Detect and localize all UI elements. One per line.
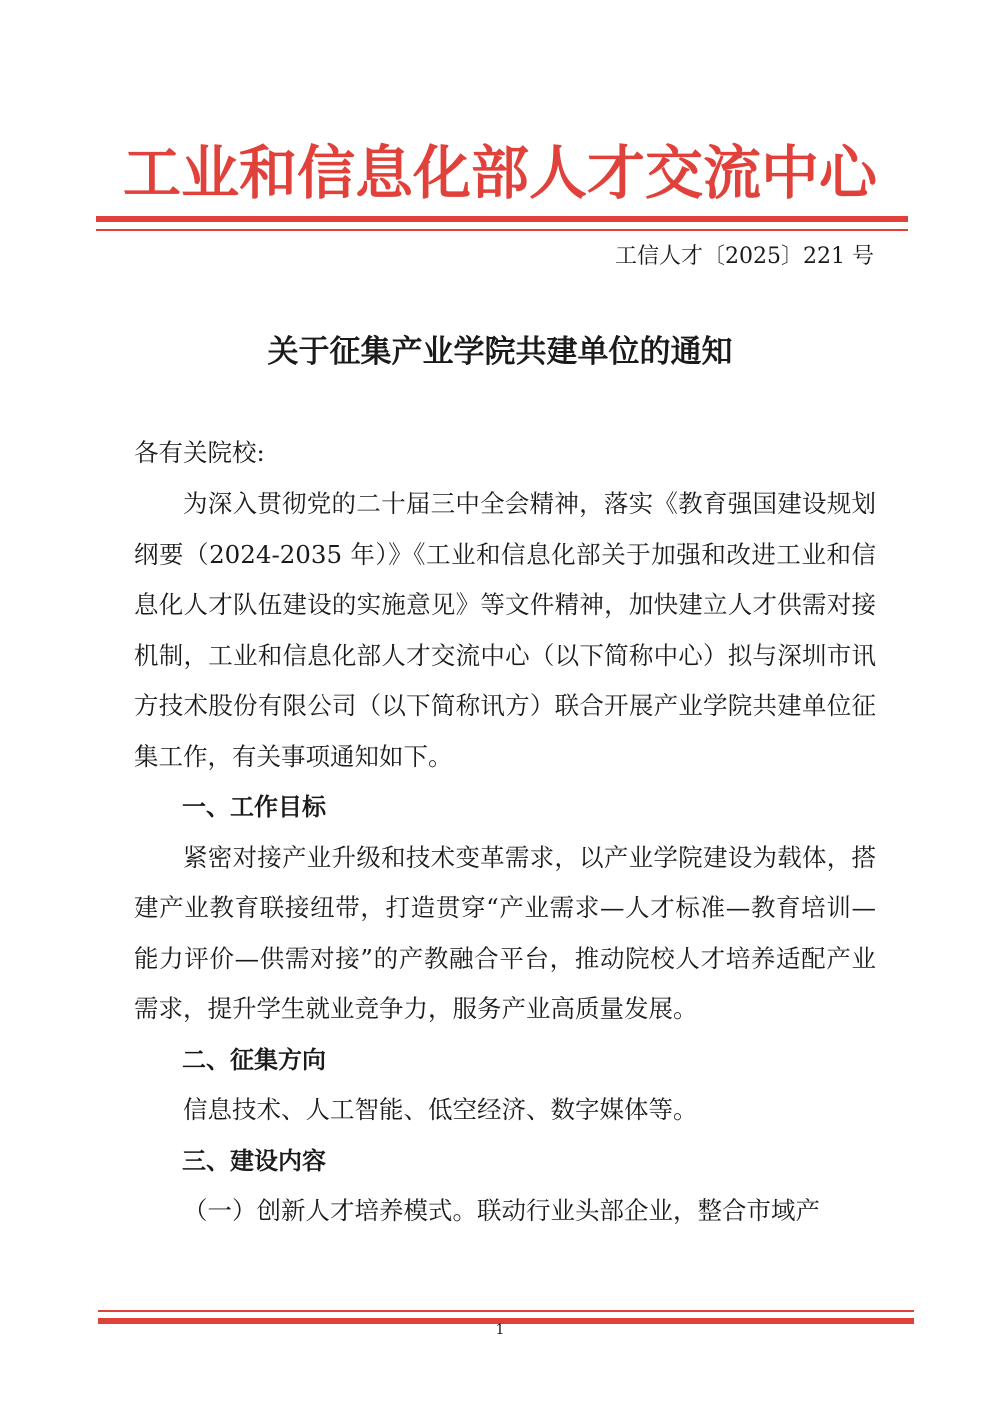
header-org-title: 工业和信息化部人才交流中心	[122, 139, 877, 207]
document-body	[134, 479, 876, 1237]
section-heading-directions: 二、征集方向	[182, 1045, 326, 1074]
page-number: 1	[495, 1322, 505, 1338]
document-title: 关于征集产业学院共建单位的通知	[267, 334, 733, 370]
intro-paragraph: 为深入贯彻党的二十届三中全会精神，落实《教育强国建设规划纲要（2024-2035 年）》《工业和信息化部关于加强和改进工业和信息化人才队伍建设的实施意见》等文件精神，加快建立人才供需对接机制，工业和信息化部人才交流中心（以下简称中心）拟与深圳市讯方技术股份有限公司（以下简称讯方）联合开展产业学院共建单位征集工作，有关事项通知如下。	[134, 489, 876, 771]
header-rule-thick	[96, 216, 908, 222]
section-text-directions: 信息技术、人工智能、低空经济、数字媒体等。	[183, 1095, 698, 1124]
header-rule-thin	[96, 229, 908, 231]
section-heading-goals: 一、工作目标	[182, 793, 326, 821]
document-number: 工信人才〔2025〕221 号	[615, 244, 874, 269]
section-heading-construction: 三、建设内容	[182, 1146, 326, 1175]
footer-rule-thin	[98, 1310, 914, 1312]
section-text-goals: 紧密对接产业升级和技术变革需求，以产业学院建设为载体，搭建产业教育联接纽带，打造贯穿“产业需求—人才标准—教育培训—能力评价—供需对接”的产教融合平台，推动院校人才培养适配产业需求，提升学生就业竞争力，服务产业高质量发展。	[134, 842, 876, 1023]
section-text-construction: （一）创新人才培养模式。联动行业头部企业，整合市域产	[183, 1196, 820, 1225]
salutation: 各有关院校:	[134, 438, 265, 467]
